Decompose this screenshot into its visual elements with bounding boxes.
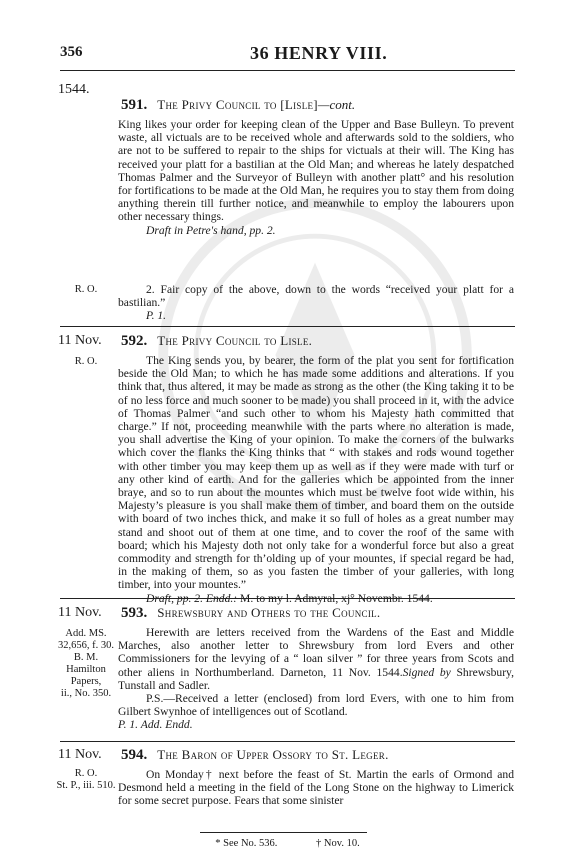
margin-reference: R. O. — [74, 284, 98, 295]
entry-body-591 — [118, 118, 514, 237]
entry-text: Herewith are letters received from the Wardens of the East and Middle Marches, also another letter to Shrewsbury from lord Evers and other Commissioners for the levying of a “ loan silver ” for three years from Scots and other aliens in Northumberland. Darneton, 11 Nov. 1544. — [118, 626, 514, 679]
entry-body-594 — [118, 768, 514, 808]
entry-postscript: P.S.—Received a letter (enclosed) from lord Evers, with one to him from Gilbert Swynhoe of intelligences out of Scotland. — [118, 692, 514, 719]
entry-heading-591 — [121, 97, 355, 114]
footnote-rule — [200, 832, 367, 833]
entry-text: On Monday† next before the feast of St. Martin the earls of Ormond and Desmond held a meeting in the field of the Long Stone on the highway to Limerick for some secret purpose. Fears that some sinister — [118, 768, 514, 808]
ref-line: ii., No. 350. — [60, 688, 112, 699]
entry-rule — [60, 598, 515, 599]
entry-note-rest: M. to my l. Admyral, xj° Novembr. 1544. — [237, 591, 433, 605]
entry-text: King likes your order for keeping clean of the Upper and Base Bulleyn. To prevent waste, all victuals are to be received whole and afterwards sold to the soldiers, who are not to be suffered to repair to the ships for victuals at their will. The King has received your platt for a bastilian at the Old Man; and whereas he lately despatched Thomas Palmer and the Surveyor of Bulleyn with another platt° and his resolution for fortifications to be made at the Old Man, he requires you to stay them from doing anything therein till further notice, and meanwhile to employ the labourers upon other necessary things. — [118, 118, 514, 224]
entry-title: The Privy Council to [Lisle] — [157, 97, 318, 112]
entry-title: The Baron of Upper Ossory to St. Leger. — [157, 747, 389, 762]
ref-line: St. P., iii. 510. — [56, 780, 116, 791]
entry-note: Draft in Petre's hand, pp. 2. — [146, 223, 276, 237]
header-rule — [60, 70, 515, 71]
entry-date: 11 Nov. — [58, 333, 102, 348]
footnote: † Nov. 10. — [316, 838, 360, 849]
entry-body-592 — [118, 354, 514, 605]
ref-line: R. O. — [74, 768, 98, 779]
entry-number: 594. — [121, 747, 148, 763]
entry-text: 2. Fair copy of the above, down to the words “received your platt for a bastilian.” — [118, 283, 514, 310]
signed-label: Signed by — [402, 665, 451, 679]
entry-number: 591. — [121, 97, 148, 113]
entry-rule — [60, 326, 515, 327]
entry-rule — [60, 741, 515, 742]
entry-number: 592. — [121, 333, 148, 349]
entry-note: P. 1. Add. Endd. — [118, 718, 193, 732]
running-title: 36 HENRY VIII. — [250, 43, 388, 63]
entry-heading-592 — [121, 333, 312, 350]
page-header — [60, 44, 515, 70]
entry-date: 11 Nov. — [58, 605, 102, 620]
entry-note: P. 1. — [146, 309, 167, 323]
entry-title-suffix: —cont. — [317, 97, 356, 112]
entry-title: Shrewsbury and Others to the Council. — [157, 605, 381, 620]
margin-reference — [56, 768, 116, 792]
entry-body-593 — [118, 626, 514, 732]
ref-line: 32,656, f. 30. — [58, 640, 114, 651]
entry-title: The Privy Council to Lisle. — [157, 333, 313, 348]
margin-reference: R. O. — [74, 356, 98, 367]
ref-line: Papers, — [70, 676, 102, 687]
entry-text: The King sends you, by bearer, the form of the plat you sent for fortification beside the Old Man; to which he has made some additions and alterations. If you think that, thus altered, it may be made as strong as the other (the King taking it to be of no less force and much sooner to be made) you shall proceed in it, with the advice of Thomas Palmer “and such other to whom his Majesty hath committed that charge.” If not, proceeding meanwhile with the parts where no alteration is made, you shall advertise the King of your opinion. To make the corners of the bulwarks which cover the flanks the King thinks that “ with stakes and rods wound together with other timber you may keep them up as well as if they were made with turf or any other kind of earth. And for the galleries which be appointed from the inner braye, and so to run about the mountes which must be twelve foot wide within, his Majesty’s pleasure is you shall make them of timber, and board them on the outside with board of two inches thick, and make it so full of holes as a great number may stand and shoot out of them at one time, and to cover the roof of the same with board; which his Majesty doth not only take for a wonderful force but also a great commodity and strength for th’olding up of your mountes, if special regard be had, in the making of them, so as you fasten the timber of your galleries, with long timber, into your mountes.” — [118, 354, 514, 592]
footnote: * See No. 536. — [215, 838, 278, 849]
margin-reference — [56, 628, 116, 700]
entry-heading-594 — [121, 747, 389, 764]
signatories: Shrewsbury, Tunstall and Sadler. — [118, 665, 514, 692]
entry-heading-593 — [121, 605, 380, 622]
year-label: 1544. — [58, 82, 90, 97]
page-number: 356 — [60, 44, 83, 60]
footnotes — [60, 838, 515, 849]
entry-note: Draft, pp. 2. Endd.: — [146, 591, 238, 605]
ref-line: B. M. — [73, 652, 99, 663]
entry-date: 11 Nov. — [58, 747, 102, 762]
ref-line: Hamilton — [66, 664, 106, 675]
entry-item2-591 — [118, 283, 514, 323]
ref-line: Add. MS. — [65, 628, 107, 639]
entry-number: 593. — [121, 605, 148, 621]
